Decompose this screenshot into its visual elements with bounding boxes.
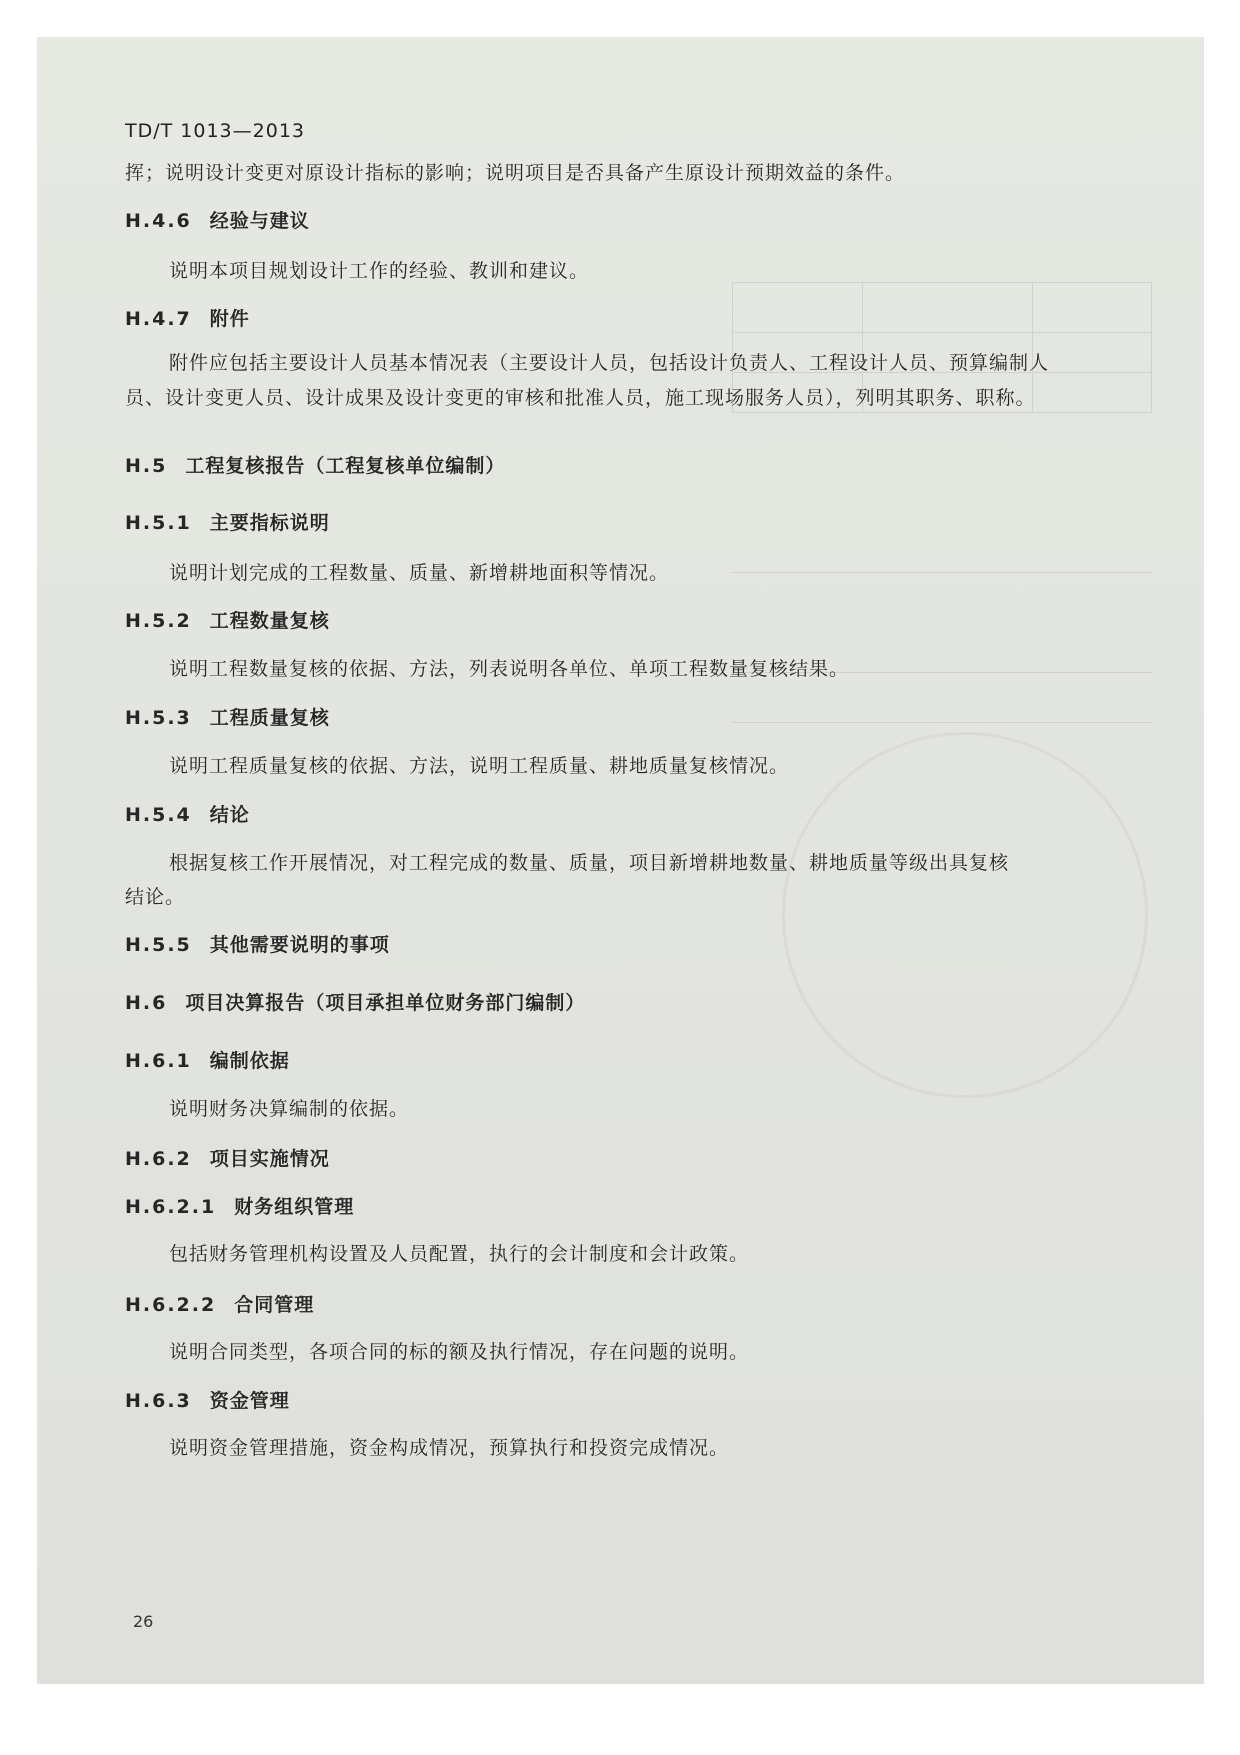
- section-heading-h5-4: H.5.4 结论: [125, 804, 250, 826]
- body-text-line: 结论。: [125, 886, 186, 908]
- body-paragraph: 说明本项目规划设计工作的经验、教训和建议。: [169, 260, 590, 282]
- section-heading-h6-3: H.6.3 资金管理: [125, 1390, 290, 1412]
- body-text-line: 员、设计变更人员、设计成果及设计变更的审核和批准人员，施工现场服务人员），列明其职务、职称。: [125, 387, 1036, 409]
- section-heading-h6-2-1: H.6.2.1 财务组织管理: [125, 1196, 355, 1218]
- body-paragraph: 说明计划完成的工程数量、质量、新增耕地面积等情况。: [169, 562, 670, 584]
- standard-code-header: TD/T 1013—2013: [125, 120, 305, 142]
- section-heading-h6-2-2: H.6.2.2 合同管理: [125, 1294, 315, 1316]
- bleed-through-background: [732, 252, 1152, 1672]
- section-heading-h6-2: H.6.2 项目实施情况: [125, 1148, 330, 1170]
- body-paragraph: 说明工程质量复核的依据、方法，说明工程质量、耕地质量复核情况。: [169, 755, 790, 777]
- section-heading-h5-5: H.5.5 其他需要说明的事项: [125, 934, 390, 956]
- document-page: [37, 37, 1204, 1684]
- body-paragraph: 附件应包括主要设计人员基本情况表（主要设计人员，包括设计负责人、工程设计人员、预算编制人: [169, 352, 1050, 374]
- section-heading-h6-1: H.6.1 编制依据: [125, 1050, 290, 1072]
- page-number: 26: [133, 1612, 154, 1631]
- section-heading-h5-2: H.5.2 工程数量复核: [125, 610, 330, 632]
- body-paragraph: 说明财务决算编制的依据。: [169, 1098, 410, 1120]
- section-heading-h5-3: H.5.3 工程质量复核: [125, 707, 330, 729]
- body-paragraph: 根据复核工作开展情况，对工程完成的数量、质量，项目新增耕地数量、耕地质量等级出具复核: [169, 852, 1010, 874]
- section-heading-h4-7: H.4.7 附件: [125, 308, 250, 330]
- section-heading-h5: H.5 工程复核报告（工程复核单位编制）: [125, 455, 506, 477]
- section-heading-h5-1: H.5.1 主要指标说明: [125, 512, 330, 534]
- body-paragraph: 说明资金管理措施，资金构成情况，预算执行和投资完成情况。: [169, 1437, 730, 1459]
- body-paragraph: 包括财务管理机构设置及人员配置，执行的会计制度和会计政策。: [169, 1243, 750, 1265]
- body-text-line: 挥；说明设计变更对原设计指标的影响；说明项目是否具备产生原设计预期效益的条件。: [125, 162, 906, 184]
- section-heading-h4-6: H.4.6 经验与建议: [125, 210, 310, 232]
- section-heading-h6: H.6 项目决算报告（项目承担单位财务部门编制）: [125, 992, 586, 1014]
- body-paragraph: 说明合同类型，各项合同的标的额及执行情况，存在问题的说明。: [169, 1341, 750, 1363]
- body-paragraph: 说明工程数量复核的依据、方法，列表说明各单位、单项工程数量复核结果。: [169, 658, 850, 680]
